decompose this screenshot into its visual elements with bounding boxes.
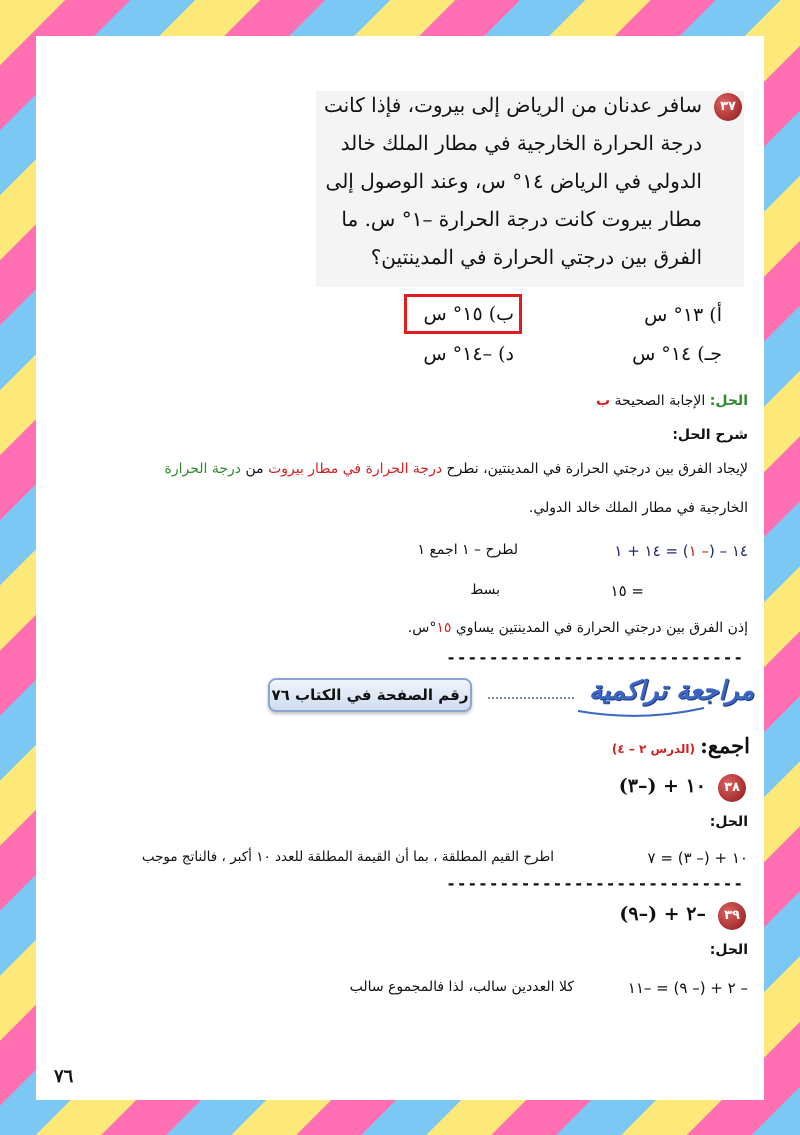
question-37-number-badge: ٣٧ bbox=[714, 93, 742, 121]
dotted-leader bbox=[488, 697, 574, 699]
option-c: جـ) ١٤° س bbox=[632, 343, 722, 365]
review-swoosh-decoration bbox=[576, 704, 706, 718]
option-b: ب) ١٥° س bbox=[423, 303, 514, 325]
question-37-block bbox=[316, 91, 744, 287]
question-39-solution-label: الحل: bbox=[709, 942, 748, 958]
explanation-connector: من bbox=[245, 461, 264, 477]
question-38-solution-note: اطرح القيم المطلقة ، بما أن القيمة المطلقة للعدد ١٠ أكبر ، فالناتج موجب bbox=[141, 849, 554, 865]
explanation-line-2: الخارجية في مطار الملك خالد الدولي. bbox=[528, 500, 748, 516]
equation-negative-one: – ١ bbox=[688, 542, 709, 560]
equation-note-1: لطرح – ١ اجمع ١ bbox=[417, 542, 518, 558]
divider-dashes-2: ---------------------------- bbox=[446, 874, 744, 893]
question-37-line-4: مطار بيروت كانت درجة الحرارة –١° س. ما bbox=[341, 207, 702, 231]
option-a: أ) ١٣° س bbox=[644, 304, 722, 326]
lesson-reference: (الدرس ٢ – ٤) bbox=[611, 742, 696, 756]
question-39-solution-expression: – ٢ + (– ٩) = –١١ bbox=[627, 979, 748, 997]
conclusion-unit: °س. bbox=[407, 620, 437, 636]
equation-part-1: ١٤ – ( bbox=[708, 542, 748, 560]
question-39-expression: –٢ + (–٩) bbox=[619, 903, 706, 925]
solution-label: الحل: bbox=[709, 393, 748, 409]
question-39-number-badge: ٣٩ bbox=[718, 902, 746, 930]
solution-37-answer-line bbox=[596, 393, 748, 409]
question-38-solution-expression: ١٠ + (– ٣) = ٧ bbox=[647, 849, 748, 867]
explanation-line-1 bbox=[164, 461, 748, 477]
question-37-line-5: الفرق بين درجتي الحرارة في المدينتين؟ bbox=[370, 245, 702, 269]
option-d: د) –١٤° س bbox=[423, 343, 514, 365]
cumulative-review-title: مراجعة تراكمية bbox=[588, 676, 754, 706]
explanation-label: شرح الحل: bbox=[672, 427, 748, 443]
question-38-expression: ١٠ + (–٣) bbox=[618, 775, 706, 797]
equation-line-1 bbox=[614, 542, 748, 560]
add-instruction-line bbox=[612, 733, 750, 758]
page-number: ٧٦ bbox=[54, 1066, 74, 1087]
equation-line-2: = ١٥ bbox=[610, 582, 644, 600]
explanation-green-phrase: درجة الحرارة bbox=[164, 461, 241, 477]
conclusion-text: إذن الفرق بين درجتي الحرارة في المدينتين يساوي bbox=[455, 620, 748, 636]
book-page-number-button[interactable]: رقم الصفحة في الكتاب ٧٦ bbox=[268, 678, 472, 712]
explanation-text: لإيجاد الفرق بين درجتي الحرارة في المدينتين، نطرح bbox=[446, 461, 748, 477]
equation-part-2: ) = ١٤ + ١ bbox=[614, 542, 689, 560]
add-label: اجمع: bbox=[700, 733, 750, 758]
worksheet-page bbox=[36, 36, 764, 1100]
answer-text: الإجابة الصحيحة bbox=[614, 393, 706, 409]
answer-letter: ب bbox=[596, 393, 611, 409]
question-38-number-badge: ٣٨ bbox=[718, 774, 746, 802]
question-37-line-2: درجة الحرارة الخارجية في مطار الملك خالد bbox=[340, 131, 702, 155]
equation-note-2: بسط bbox=[470, 582, 500, 598]
conclusion-value: ١٥ bbox=[436, 620, 452, 636]
question-38-solution-label: الحل: bbox=[709, 814, 748, 830]
explanation-red-phrase: درجة الحرارة في مطار بيروت bbox=[268, 461, 443, 477]
conclusion-line bbox=[408, 620, 748, 636]
question-39-solution-note: كلا العددين سالب، لذا فالمجموع سالب bbox=[349, 979, 574, 995]
question-37-line-1: سافر عدنان من الرياض إلى بيروت، فإذا كانت bbox=[323, 93, 702, 117]
question-37-line-3: الدولي في الرياض ١٤° س، وعند الوصول إلى bbox=[325, 169, 702, 193]
divider-dashes-1: ---------------------------- bbox=[446, 648, 744, 667]
